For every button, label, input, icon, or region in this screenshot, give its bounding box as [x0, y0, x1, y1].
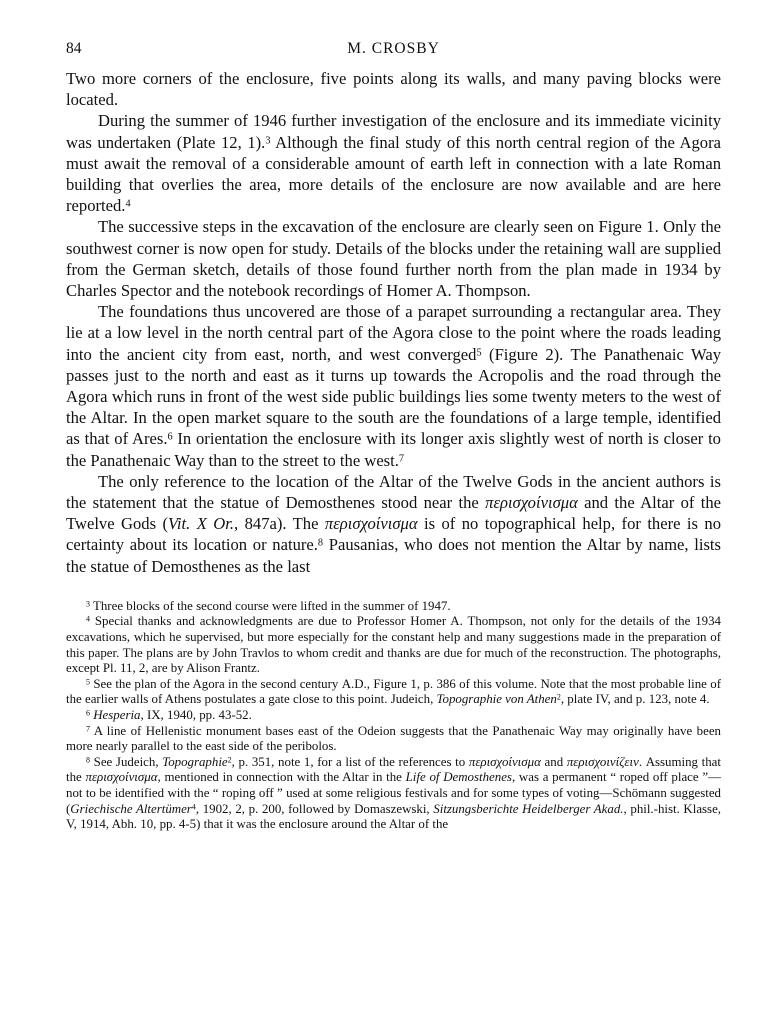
- paragraph: The successive steps in the excavation of the enclosure are clearly seen on Figure 1. Only the southwest corner is now open for study. Details of the blocks under the retaining wall are supplied from the German sketch, details of those found further north from the plan made in 1934 by Charles Spector and the notebook recordings of Homer A. Thompson.: [66, 217, 721, 301]
- greek-term: περισχοίνισμα: [485, 493, 578, 513]
- footnote-ref: 3: [265, 134, 271, 146]
- paragraph: The foundations thus uncovered are those of a parapet surrounding a rectangular area. They lie at a low level in the north central part of the Agora close to the point where the roads leading into the ancient city from east, north, and west converged$^5$ (Figure 2). The Panathenaic Way passes just to the north and east as it turns up towards the Acropolis and the road through the Agora which runs in front of the west side public buildings lies some twenty meters to the west of the Altar. In the open market square to the south are the foundations of a large temple, identified as that of Ares.$^6$ In orientation the enclosure with its longer axis slightly west of north is closer to the Panathenaic Way than to the street to the west.$^7$: [66, 302, 721, 470]
- greek-term: περισχοίνισμα: [324, 514, 418, 534]
- paragraph: The only reference to the location of the Altar of the Twelve Gods in the ancient authors is the statement that the statue of Demosthenes stood near the περισχοίνισμα and the Altar of the Twelve Gods (Vit. X Or., 847a). The περισχοίνισμα is of no topographical help, for there is no certainty about its location or nature.$^8$ Pausanias, who does not mention the Altar by name, lists the statue of Demosthenes as the last: [66, 471, 721, 576]
- footnote: $^8$ See Judeich, Topographie$^2$, p. 351, note 1, for a list of the references to περισχοίνισμα and περισχοινίζειν. Assuming that the περισχοίνισμα, mentioned in connection with the Altar in the Life of Demosthenes, was a permanent “ roped off place ”—not to be identified with the “ roping off ” used at some religious festivals and for some types of voting—Schömann suggested (Griechische Altertümer$^4$, 1902, 2, p. 200, followed by Domaszewski, Sitzungsberichte Heidelberger Akad., phil.-hist. Klasse, V, 1914, Abh. 10, pp. 4-5) that it was the enclosure around the Altar of the: [66, 754, 722, 832]
- paragraph: Two more corners of the enclosure, five points along its walls, and many paving blocks were located.: [66, 69, 721, 110]
- running-head: M. CROSBY: [347, 40, 440, 57]
- paragraph: During the summer of 1946 further investigation of the enclosure and its immediate vicinity was undertaken (Plate 12, 1).$^3$ Although the final study of this north central region of the Agora must await the removal of a considerable amount of earth left in connection with a late Roman building that overlies the area, more details of the enclosure are now available and are here reported.$^4$: [66, 111, 721, 216]
- footnotes: [66, 599, 721, 833]
- footnote: $^7$ A line of Hellenistic monument bases east of the Odeion suggests that the Panathenaic Way may originally have been more nearly parallel to the east side of the peribolos.: [66, 723, 721, 754]
- footnote: $^6$ Hesperia, IX, 1940, pp. 43-52.: [86, 708, 252, 723]
- footnote-ref: 8: [317, 537, 324, 549]
- body-text: [66, 68, 721, 577]
- document-page: [66, 40, 721, 833]
- footnote-ref: 5: [476, 347, 482, 359]
- footnote: $^3$ Three blocks of the second course were lifted in the summer of 1947.: [86, 598, 451, 613]
- citation: Vit. X Or.: [168, 514, 235, 534]
- footnote-ref: 6: [167, 431, 173, 443]
- page-header: [66, 40, 721, 68]
- footnote: $^5$ See the plan of the Agora in the second century A.D., Figure 1, p. 386 of this volume. Note that the most probable line of the earlier walls of Athens postulates a gate close to this point. Judeich, Topographie von Athen$^2$, plate IV, and p. 123, note 4.: [66, 676, 721, 707]
- page-number: 84: [66, 40, 82, 57]
- footnote-ref: 7: [398, 453, 405, 465]
- footnote: $^4$ Special thanks and acknowledgments are due to Professor Homer A. Thompson, not only for the details of the 1934 excavations, which he supervised, but more especially for the constant help and many suggestions made in the preparation of this paper. The plans are by John Travlos to whom credit and thanks are due for much of the reconstruction. The photographs, except Pl. 11, 2, are by Alison Frantz.: [66, 614, 721, 676]
- footnote-ref: 4: [125, 198, 131, 210]
